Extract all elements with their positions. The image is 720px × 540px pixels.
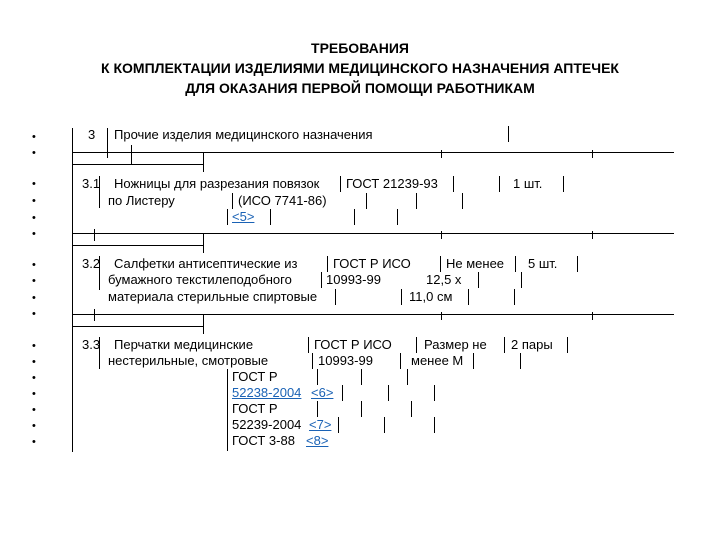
table-rule [366, 193, 367, 209]
table-rule [416, 337, 417, 353]
table-rule [340, 176, 341, 192]
table-rule [504, 337, 505, 353]
item-name: Перчатки медицинские [114, 337, 254, 352]
list-bullet: • [32, 178, 36, 190]
list-bullet: • [32, 275, 36, 287]
item-standard: ГОСТ Р ИСО [314, 337, 392, 352]
table-rule [327, 256, 328, 272]
item-number: 3.3 [82, 337, 101, 352]
document-title-line-2: К КОМПЛЕКТАЦИИ ИЗДЕЛИЯМИ МЕДИЦИНСКОГО НАЗНАЧЕНИЯ АПТЕЧЕК [101, 60, 619, 76]
table-rule [203, 233, 204, 253]
table-rule [468, 289, 469, 305]
table-rule [203, 314, 204, 334]
table-rule [338, 417, 339, 433]
table-rule [131, 145, 132, 164]
item-name: нестерильные, смотровые [108, 353, 269, 368]
table-rule [441, 150, 442, 158]
list-bullet: • [32, 356, 36, 368]
table-rule [462, 193, 463, 209]
table-rule [270, 209, 271, 225]
list-bullet: • [32, 420, 36, 432]
item-name: материала стерильные спиртовые [108, 289, 318, 304]
section-number: 3 [88, 127, 96, 142]
table-rule [567, 337, 568, 353]
table-rule [521, 272, 522, 288]
table-rule [342, 385, 343, 401]
list-bullet: • [32, 436, 36, 448]
item-form: Размер не [424, 337, 487, 352]
document-title-line-1: ТРЕБОВАНИЯ [311, 40, 409, 56]
table-rule [441, 312, 442, 320]
table-rule [388, 385, 389, 401]
table-rule [72, 233, 674, 234]
table-rule [72, 326, 204, 327]
table-rule [478, 272, 479, 288]
table-rule [577, 256, 578, 272]
table-rule [434, 417, 435, 433]
item-standard: ГОСТ Р [232, 401, 278, 416]
item-number: 3.1 [82, 176, 101, 191]
table-rule [563, 176, 564, 192]
list-bullet: • [32, 292, 36, 304]
list-bullet: • [32, 228, 36, 240]
table-rule [312, 353, 313, 369]
table-rule [520, 353, 521, 369]
table-rule [361, 401, 362, 417]
item-quantity: 1 шт. [513, 176, 543, 191]
table-rule [401, 289, 402, 305]
item-form: менее М [411, 353, 464, 368]
item-standard: 10993-99 [318, 353, 373, 368]
list-bullet: • [32, 147, 36, 159]
table-rule [317, 369, 318, 385]
table-rule [434, 385, 435, 401]
table-rule [227, 209, 228, 225]
item-standard-link[interactable]: 52238-2004 [232, 385, 302, 400]
item-number: 3.2 [82, 256, 101, 271]
table-rule [72, 245, 204, 246]
footnote-link[interactable]: <5> [232, 209, 255, 224]
table-rule [72, 128, 73, 452]
section-name: Прочие изделия медицинского назначения [114, 127, 373, 142]
table-rule [416, 193, 417, 209]
footnote-link[interactable]: <6> [311, 385, 334, 400]
table-rule [397, 209, 398, 225]
item-standard: 10993-99 [326, 272, 381, 287]
item-name: по Листеру [108, 193, 175, 208]
item-standard: ГОСТ Р ИСО [333, 256, 411, 271]
item-form: 11,0 см [409, 289, 453, 304]
item-form: 12,5 х [426, 272, 462, 287]
table-rule [384, 417, 385, 433]
list-bullet: • [32, 308, 36, 320]
table-rule [592, 312, 593, 320]
table-rule [94, 229, 95, 241]
list-bullet: • [32, 388, 36, 400]
item-standard: ГОСТ 3-88 [232, 433, 295, 448]
item-quantity: 5 шт. [528, 256, 558, 271]
table-rule [453, 176, 454, 192]
table-rule [72, 314, 674, 315]
list-bullet: • [32, 340, 36, 352]
table-rule [515, 256, 516, 272]
table-rule [94, 309, 95, 321]
table-rule [321, 272, 322, 288]
item-standard: ГОСТ Р [232, 369, 278, 384]
item-name: Салфетки антисептические из [114, 256, 298, 271]
list-bullet: • [32, 131, 36, 143]
table-rule [592, 231, 593, 239]
table-rule [592, 150, 593, 158]
table-rule [361, 369, 362, 385]
item-form: Не менее [446, 256, 505, 271]
table-rule [400, 353, 401, 369]
table-rule [508, 126, 509, 142]
list-bullet: • [32, 372, 36, 384]
table-rule [72, 152, 674, 153]
table-rule [227, 369, 228, 451]
table-rule [72, 164, 204, 165]
list-bullet: • [32, 259, 36, 271]
item-standard: 52239-2004 [232, 417, 302, 432]
table-rule [499, 176, 500, 192]
footnote-link[interactable]: <7> [309, 417, 332, 432]
item-name: Ножницы для разрезания повязок [114, 176, 320, 191]
document-title-line-3: ДЛЯ ОКАЗАНИЯ ПЕРВОЙ ПОМОЩИ РАБОТНИКАМ [185, 80, 535, 96]
item-standard: (ИСО 7741-86) [238, 193, 327, 208]
table-rule [411, 401, 412, 417]
item-name: бумажного текстилеподобного [108, 272, 292, 287]
item-standard: ГОСТ 21239-93 [346, 176, 438, 191]
table-rule [440, 256, 441, 272]
table-rule [317, 401, 318, 417]
table-rule [308, 337, 309, 353]
item-quantity: 2 пары [511, 337, 553, 352]
list-bullet: • [32, 212, 36, 224]
table-rule [407, 369, 408, 385]
table-rule [514, 289, 515, 305]
table-rule [107, 128, 108, 158]
table-rule [335, 289, 336, 305]
table-rule [354, 209, 355, 225]
table-rule [232, 193, 233, 209]
list-bullet: • [32, 195, 36, 207]
list-bullet: • [32, 404, 36, 416]
footnote-link[interactable]: <8> [306, 433, 329, 448]
table-rule [473, 353, 474, 369]
table-rule [441, 231, 442, 239]
table-rule [203, 152, 204, 172]
